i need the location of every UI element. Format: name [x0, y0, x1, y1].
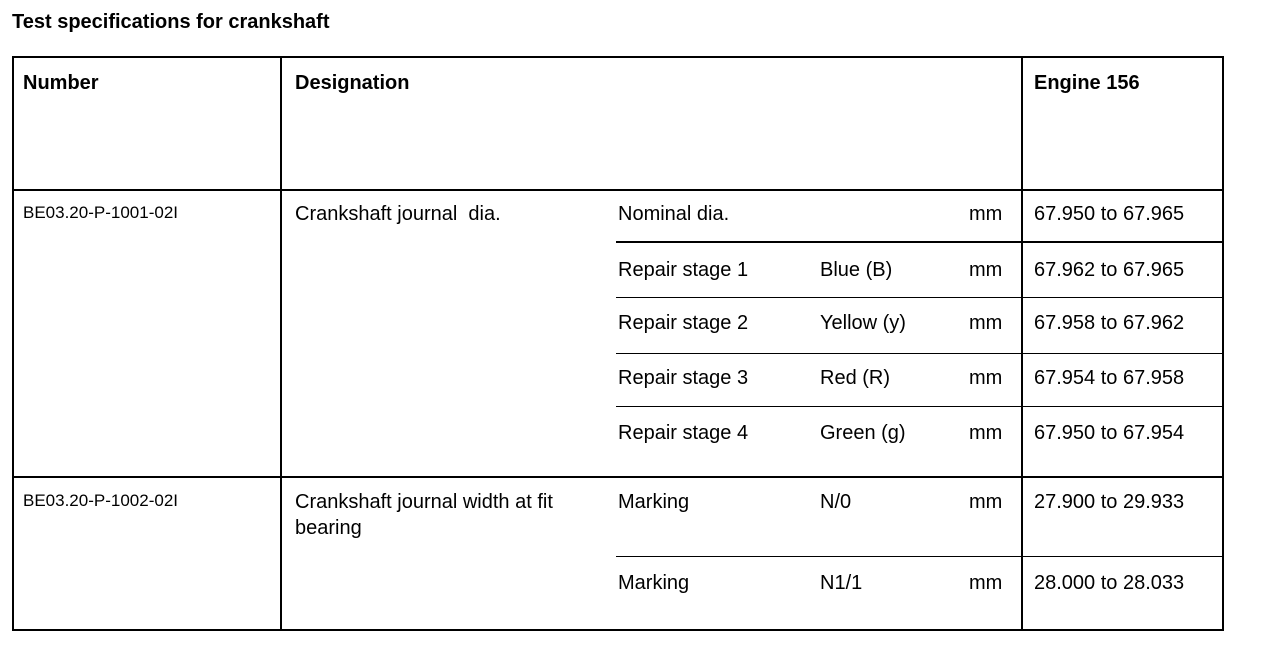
- group-divider: [12, 476, 1224, 478]
- row-value: 27.900 to 29.933: [1034, 491, 1185, 513]
- row-value: 67.962 to 67.965: [1034, 259, 1185, 281]
- row-color: Red (R): [820, 367, 891, 389]
- header-divider: [12, 189, 1224, 191]
- column-divider-engine: [1021, 56, 1023, 631]
- spec-designation: Crankshaft journal dia.: [295, 203, 501, 225]
- table-border-left: [12, 56, 14, 631]
- row-divider: [616, 241, 1222, 243]
- header-designation: Designation: [295, 72, 410, 94]
- row-color: Yellow (y): [820, 312, 906, 334]
- row-color: Green (g): [820, 422, 906, 444]
- row-divider: [616, 353, 1222, 354]
- header-engine: Engine 156: [1034, 72, 1140, 94]
- table-border-right: [1222, 56, 1224, 631]
- spec-number: BE03.20-P-1002-02I: [23, 491, 178, 510]
- row-unit: mm: [969, 491, 1003, 513]
- table-border-top: [12, 56, 1224, 58]
- row-unit: mm: [969, 422, 1003, 444]
- row-label: Nominal dia.: [618, 203, 730, 225]
- row-value: 28.000 to 28.033: [1034, 572, 1185, 594]
- row-label: Repair stage 4: [618, 422, 749, 444]
- row-label: Repair stage 2: [618, 312, 749, 334]
- row-color: N/0: [820, 491, 852, 513]
- row-value: 67.950 to 67.965: [1034, 203, 1185, 225]
- row-unit: mm: [969, 367, 1003, 389]
- row-label: Repair stage 1: [618, 259, 749, 281]
- column-divider-number: [280, 56, 282, 631]
- spec-number: BE03.20-P-1001-02I: [23, 203, 178, 222]
- spec-designation: Crankshaft journal width at fit bearing: [295, 491, 553, 539]
- row-unit: mm: [969, 259, 1003, 281]
- row-unit: mm: [969, 203, 1003, 225]
- row-value: 67.958 to 67.962: [1034, 312, 1185, 334]
- row-color: N1/1: [820, 572, 863, 594]
- row-divider: [616, 297, 1222, 298]
- row-value: 67.950 to 67.954: [1034, 422, 1185, 444]
- row-value: 67.954 to 67.958: [1034, 367, 1185, 389]
- table-border-bottom: [12, 629, 1224, 631]
- page-title: Test specifications for crankshaft: [12, 11, 330, 33]
- row-label: Marking: [618, 491, 690, 513]
- row-divider: [616, 406, 1222, 407]
- row-divider: [616, 556, 1222, 557]
- row-unit: mm: [969, 572, 1003, 594]
- row-color: Blue (B): [820, 259, 893, 281]
- header-number: Number: [23, 72, 99, 94]
- row-label: Marking: [618, 572, 690, 594]
- row-label: Repair stage 3: [618, 367, 749, 389]
- row-unit: mm: [969, 312, 1003, 334]
